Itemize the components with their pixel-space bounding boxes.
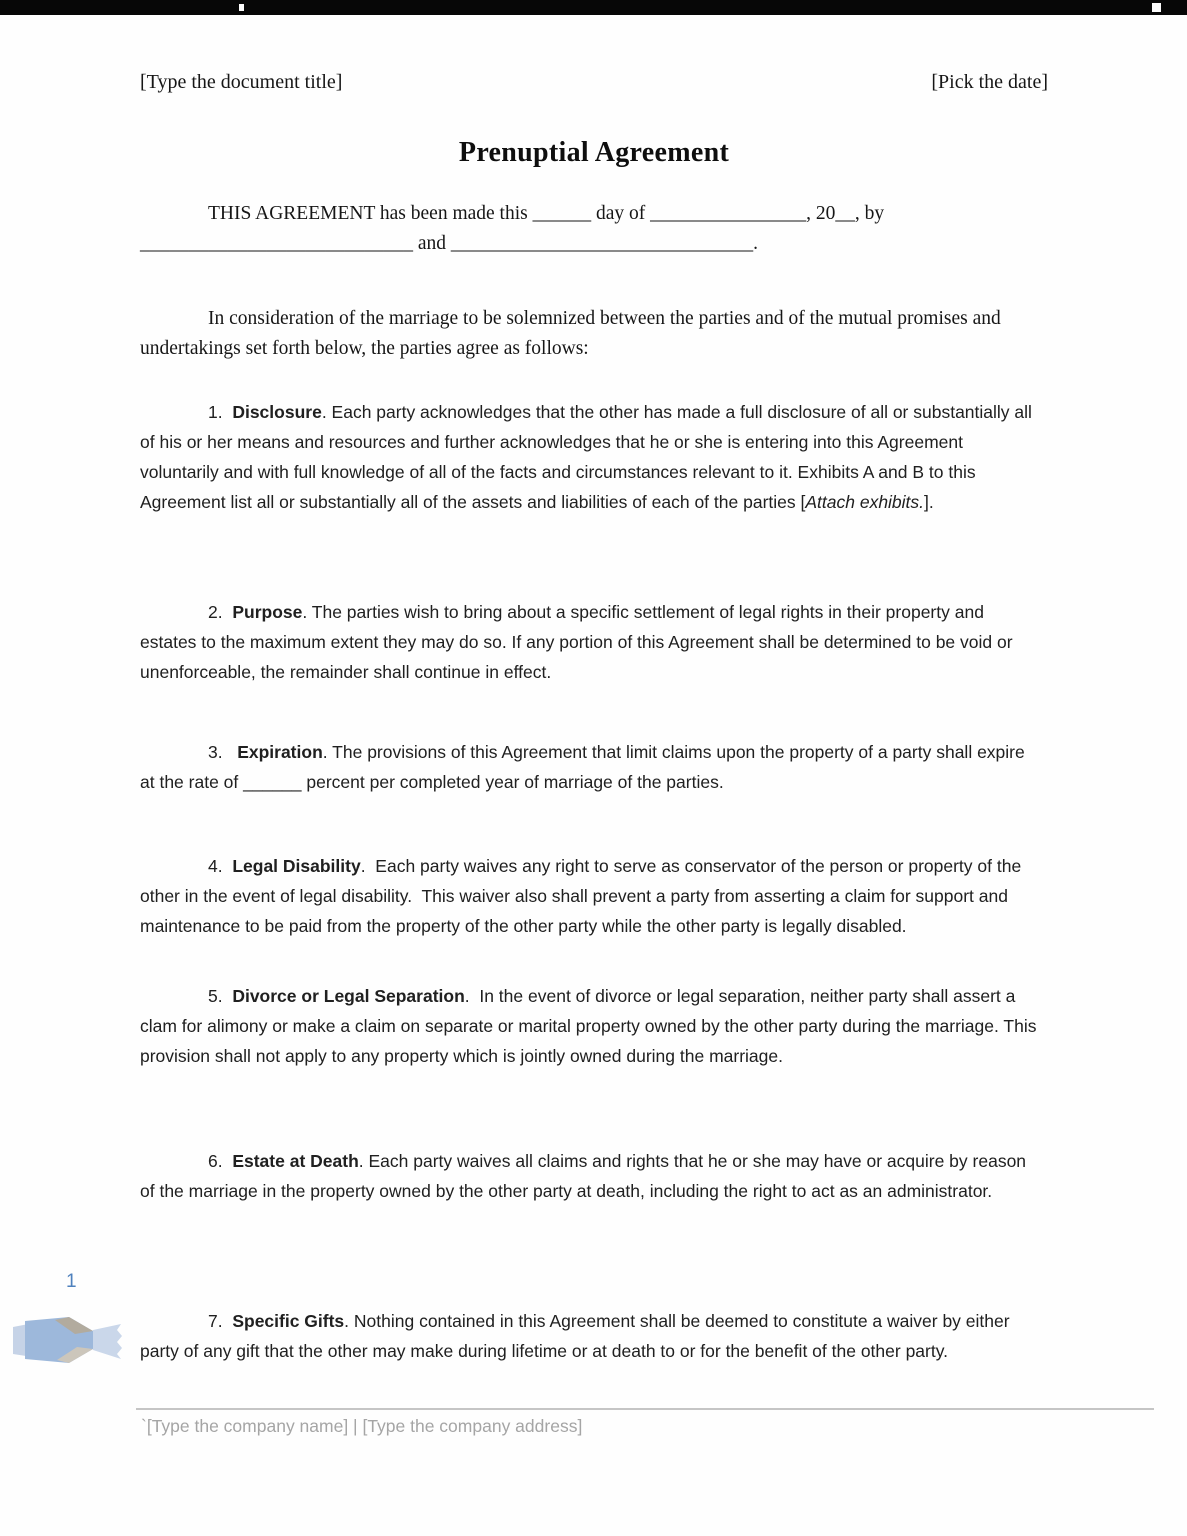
section-title: Purpose bbox=[232, 602, 303, 622]
page-number: 1 bbox=[66, 1271, 77, 1292]
section-title: Expiration bbox=[237, 742, 323, 762]
section-body: . Nothing contained in this Agreement shall be deemed to constitute a waiver by either party of any gift that the other may make during lifetime or at death to or for the benefit of the other party. bbox=[140, 1311, 1015, 1361]
section-number: 4. bbox=[208, 856, 233, 876]
date-placeholder: [Pick the date] bbox=[931, 71, 1048, 93]
agreement-section bbox=[140, 397, 1044, 517]
section-number: 1. bbox=[208, 402, 233, 422]
section-title: Divorce or Legal Separation bbox=[232, 986, 465, 1006]
ribbon-front-panel bbox=[25, 1317, 93, 1363]
section-body: . The provisions of this Agreement that limit claims upon the property of a party shall expire at the rate of ______ percent per completed year of marriage of the parties. bbox=[140, 742, 1030, 792]
section-number: 7. bbox=[208, 1311, 233, 1331]
agreement-section bbox=[140, 1306, 1044, 1366]
section-number: 2. bbox=[208, 602, 233, 622]
page-footer: `[Type the company name] | [Type the company address] bbox=[141, 1416, 583, 1436]
document-title-placeholder: [Type the document title] bbox=[140, 71, 343, 93]
opening-line-2: ____________________________ and _______________________________. bbox=[140, 233, 759, 254]
agreement-section bbox=[140, 981, 1044, 1071]
section-title: Specific Gifts bbox=[232, 1311, 345, 1331]
section-title: Estate at Death bbox=[232, 1151, 359, 1171]
agreement-section bbox=[140, 737, 1044, 797]
section-body: . Each party waives any right to serve as conservator of the person or property of the other in the event of legal disability. This waiver also shall prevent a party from asserting a claim for support and maintenance to be paid from the property of the other party while the other party is legally disabled. bbox=[140, 856, 1027, 936]
page-number-ribbon-graphic bbox=[13, 1316, 125, 1364]
opening-line-1: THIS AGREEMENT has been made this ______ day of ________________, 20__, by bbox=[208, 203, 885, 224]
scan-artifact-notch bbox=[239, 4, 244, 11]
section-italic-note: Attach exhibits. bbox=[805, 492, 925, 512]
section-title: Disclosure bbox=[232, 402, 322, 422]
section-number: 5. bbox=[208, 986, 233, 1006]
section-title: Legal Disability bbox=[232, 856, 361, 876]
consideration-paragraph: In consideration of the marriage to be solemnized between the parties and of the mutual promises and undertakings set forth below, the parties agree as follows: bbox=[140, 308, 1001, 359]
section-number: 6. bbox=[208, 1151, 233, 1171]
agreement-section bbox=[140, 1146, 1044, 1206]
document-heading: Prenuptial Agreement bbox=[458, 137, 730, 168]
agreement-section bbox=[140, 597, 1044, 687]
ribbon-right-tail bbox=[93, 1324, 122, 1359]
page-header bbox=[140, 71, 1048, 94]
section-body: . The parties wish to bring about a specific settlement of legal rights in their property and estates to the maximum extent they may do so. If any portion of this Agreement shall be determined to be void or unenforceable, the remainder shall continue in effect. bbox=[140, 602, 1018, 682]
section-body: . In the event of divorce or legal separation, neither party shall assert a clam for alimony or make a claim on separate or marital property owned by the other party during the marriage. This provision shall not apply to any property which is jointly owned during the marriage. bbox=[140, 986, 1042, 1066]
footer-divider bbox=[136, 1408, 1154, 1410]
opening-paragraph bbox=[140, 199, 1065, 259]
section-body: . Each party waives all claims and rights that he or she may have or acquire by reason of the marriage in the property owned by the other party at death, including the right to act as an administrator. bbox=[140, 1151, 1031, 1201]
section-body-tail: ]. bbox=[924, 492, 934, 512]
scan-artifact-notch bbox=[1152, 3, 1161, 12]
section-body: . Each party acknowledges that the other has made a full disclosure of all or substantially all of his or her means and resources and further acknowledges that he or she is entering into this Agreement voluntarily and with full knowledge of all of the facts and circumstances relevant to it. Exhibits A and B to this Agreement list all or substantially all of the assets and liabilities of each of the parties [ bbox=[140, 402, 1037, 512]
scan-edge-artifact-bar bbox=[0, 0, 1187, 15]
agreement-section bbox=[140, 851, 1044, 941]
section-number: 3. bbox=[208, 742, 238, 762]
